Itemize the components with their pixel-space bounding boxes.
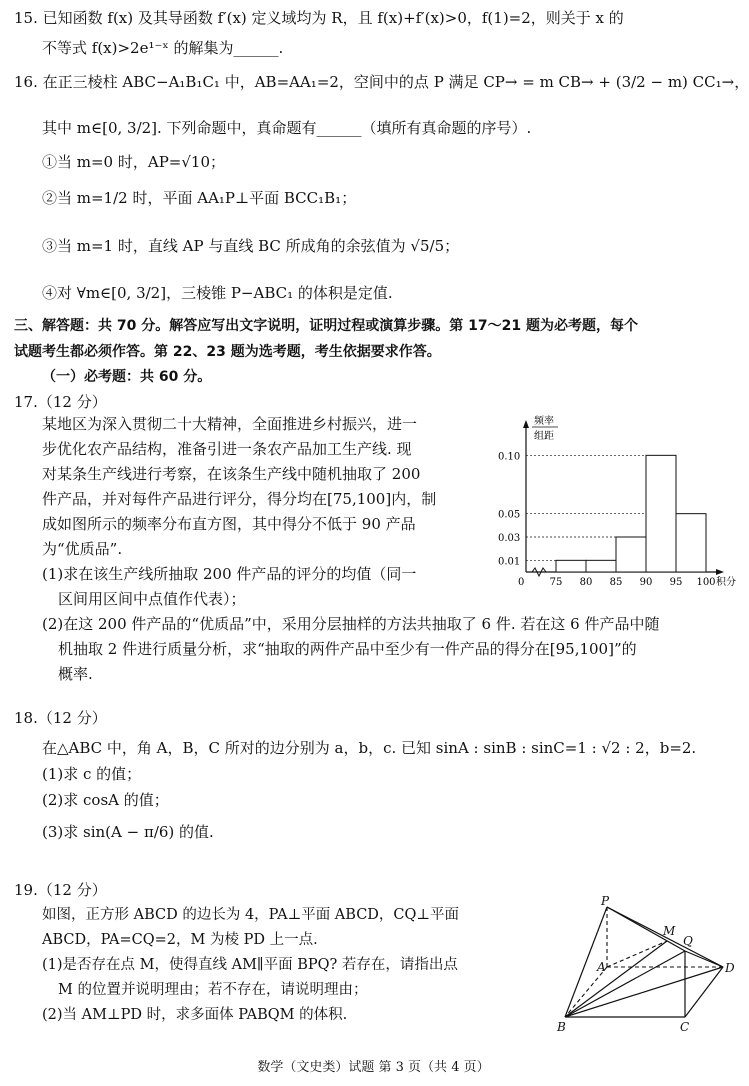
q17-sub-2a: (2)在这 200 件产品的“优质品”中，采用分层抽样的方法共抽取了 6 件. 若在这 6 件产品中随	[42, 615, 660, 633]
x-tick-85: 85	[609, 577, 623, 588]
q16-option-1: ①当 m=0 时，AP=√10；	[42, 153, 226, 171]
x-tick-95: 95	[669, 577, 683, 588]
q19-sub-1b: M 的位置并说明理由；若不存在，请说明理由；	[58, 982, 368, 998]
q18-sub-3: (3)求 sin(A − π/6) 的值.	[42, 823, 214, 841]
section-3-heading: 三、解答题：共 70 分。解答应写出文字说明，证明过程或演算步骤。第 17～21 题为必考题，每个	[14, 318, 638, 334]
section-3-line-2: 试题考生都必须作答。第 22、23 题为选考题，考生依据要求作答。	[14, 344, 441, 360]
edge-CD	[685, 967, 723, 1017]
x-tick-80: 80	[579, 577, 593, 588]
q16-option-4: ④对 ∀m∈[0, 3/2]，三棱锥 P−ABC₁ 的体积是定值.	[42, 284, 393, 302]
q17-para-3: 对某条生产线进行考察，在该条生产线中随机抽取了 200	[42, 465, 421, 483]
y-tick-0.03: 0.03	[498, 533, 521, 544]
q17-para-2: 步优化农产品结构，准备引进一条农产品加工生产线. 现	[42, 440, 412, 458]
bar-95-100	[676, 514, 706, 572]
y-tick-0.10: 0.10	[498, 451, 521, 463]
section-3-subheading: （一）必考题：共 60 分。	[42, 369, 212, 385]
frequency-histogram	[490, 412, 736, 592]
q15-line-2: 不等式 f(x)>2e¹⁻ˣ 的解集为______.	[42, 39, 284, 57]
label-B: B	[557, 1020, 566, 1034]
q18-sub-2: (2)求 cosA 的值；	[42, 791, 169, 809]
q17-para-5: 成如图所示的频率分布直方图，其中得分不低于 90 产品	[42, 515, 416, 533]
label-P: P	[601, 894, 610, 908]
q19-para-1: 如图，正方形 ABCD 的边长为 4，PA⊥平面 ABCD，CQ⊥平面	[42, 907, 460, 923]
label-A: A	[597, 960, 606, 974]
q17-head: 17.（12 分）	[14, 393, 107, 411]
x-tick-100: 100	[696, 577, 716, 588]
y-tick-0.05: 0.05	[498, 509, 521, 521]
q17-sub-1a: (1)求在该生产线所抽取 200 件产品的评分的均值（同一	[42, 565, 417, 583]
q19-sub-1a: (1)是否存在点 M，使得直线 AM∥平面 BPQ? 若存在，请指出点	[42, 957, 458, 973]
x-axis-label: 积分	[716, 577, 736, 588]
q16-option-3: ③当 m=1 时，直线 AP 与直线 BC 所成角的余弦值为 √5/5；	[42, 237, 460, 255]
edge-BM	[565, 941, 667, 1017]
q17-sub-1b: 区间用区间中点值作代表）；	[58, 590, 246, 608]
edge-BQ	[565, 951, 685, 1017]
x-tick-90: 90	[639, 577, 653, 588]
y-axis-label-bottom: 组距	[534, 431, 554, 442]
q19-sub-2: (2)当 AM⊥PD 时，求多面体 PABQM 的体积.	[42, 1007, 348, 1023]
bar-75-80	[556, 560, 586, 572]
label-M: M	[663, 924, 676, 938]
y-axis-label-top: 频率	[534, 416, 554, 427]
page-footer: 数学（文史类）试题 第 3 页（共 4 页）	[257, 1060, 490, 1075]
q19-para-2: ABCD，PA=CQ=2，M 为棱 PD 上一点.	[42, 932, 318, 948]
q15-line-1: 15. 已知函数 f(x) 及其导函数 f′(x) 定义域均为 R，且 f(x)+f′(x)>0，f(1)=2，则关于 x 的	[14, 9, 624, 27]
q16-option-2: ②当 m=1/2 时，平面 AA₁P⊥平面 BCC₁B₁；	[42, 189, 357, 207]
q17-para-4: 件产品，并对每件产品进行评分，得分均在[75,100]内，制	[42, 490, 437, 508]
bar-85-90	[616, 537, 646, 572]
q17-sub-2b: 机抽取 2 件进行质量分析，求“抽取的两件产品中至少有一件产品的得分在[95,100]”的	[58, 640, 637, 658]
edge-AB-hidden	[565, 967, 607, 1017]
q16-line-1: 16. 在正三棱柱 ABC−A₁B₁C₁ 中，AB=AA₁=2，空间中的点 P 满足 CP→ = m CB→ + (3/2 − m) CC₁→，	[14, 73, 749, 91]
label-D: D	[725, 961, 735, 975]
q18-head: 18.（12 分）	[14, 709, 107, 727]
y-axis-arrow	[523, 420, 529, 428]
x-origin-label: 0	[518, 577, 525, 588]
q17-para-6: 为“优质品”.	[42, 540, 123, 558]
x-tick-75: 75	[549, 577, 563, 588]
label-C: C	[680, 1020, 690, 1034]
edge-QD	[685, 951, 723, 967]
q16-line-2: 其中 m∈[0, 3/2]. 下列命题中，真命题有______（填所有真命题的序号）.	[42, 119, 532, 137]
q17-sub-2c: 概率.	[58, 665, 93, 683]
x-axis-arrow	[716, 569, 724, 575]
label-Q: Q	[683, 934, 693, 948]
y-tick-0.01: 0.01	[498, 556, 521, 568]
edge-BD	[565, 967, 723, 1017]
bar-80-85	[586, 560, 616, 572]
q19-head: 19.（12 分）	[14, 881, 107, 899]
q17-para-1: 某地区为深入贯彻二十大精神，全面推进乡村振兴，进一	[42, 415, 418, 433]
polyhedron-figure	[555, 895, 740, 1055]
q18-line-1: 在△ABC 中，角 A，B，C 所对的边分别为 a，b，c. 已知 sinA : sinB : sinC=1 : √2 : 2，b=2.	[42, 739, 697, 757]
bar-90-95	[646, 455, 676, 572]
q18-sub-1: (1)求 c 的值；	[42, 765, 142, 783]
